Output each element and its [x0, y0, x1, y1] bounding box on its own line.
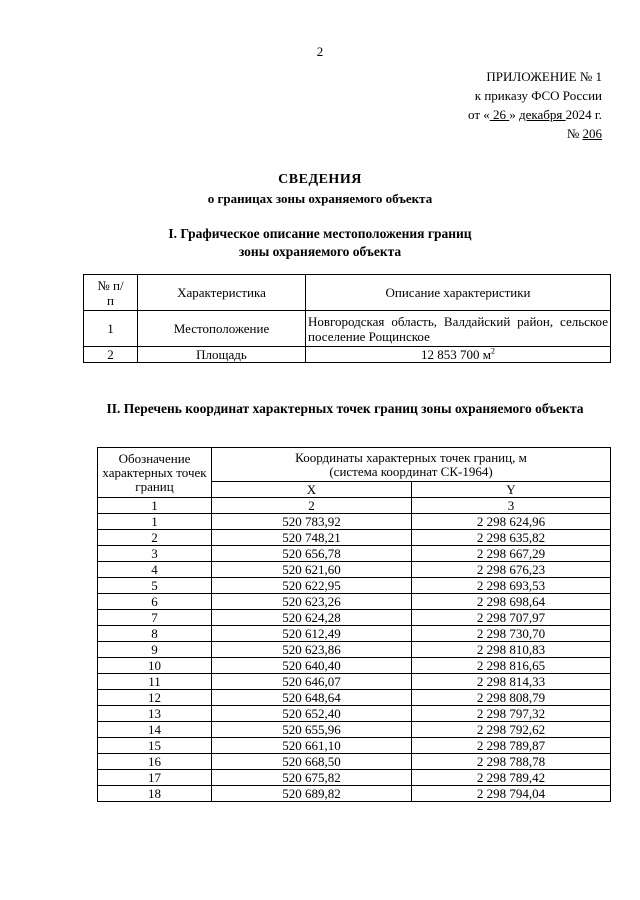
coord-y: 2 298 797,32	[412, 706, 611, 722]
characteristics-table	[83, 274, 611, 363]
coord-x: 520 656,78	[212, 546, 412, 562]
section1-heading-line1: I. Графическое описание местоположения границ	[168, 226, 472, 241]
point-id: 18	[98, 786, 212, 802]
coords-body	[98, 514, 611, 802]
point-id: 5	[98, 578, 212, 594]
table-header-row	[84, 275, 611, 311]
table-row	[98, 674, 611, 690]
point-id: 1	[98, 514, 212, 530]
coord-y: 2 298 792,62	[412, 722, 611, 738]
table-row	[98, 594, 611, 610]
row-description: Новгородская область, Валдайский район, сельское поселение Рощинское	[306, 311, 611, 347]
coord-y: 2 298 667,29	[412, 546, 611, 562]
coord-x: 520 652,40	[212, 706, 412, 722]
coord-x: 520 624,28	[212, 610, 412, 626]
section2-heading: II. Перечень координат характерных точек границ зоны охраняемого объекта	[106, 401, 584, 416]
point-id: 8	[98, 626, 212, 642]
table-row	[84, 311, 611, 347]
table-row	[98, 578, 611, 594]
header-y: Y	[412, 482, 611, 498]
point-id: 7	[98, 610, 212, 626]
page-number: 2	[316, 44, 324, 59]
table-row	[98, 626, 611, 642]
header-coordinates: Координаты характерных точек границ, м (система координат СК-1964)	[212, 448, 611, 482]
coord-y: 2 298 794,04	[412, 786, 611, 802]
row-characteristic: Местоположение	[138, 311, 306, 347]
column-number-row	[98, 498, 611, 514]
point-id: 13	[98, 706, 212, 722]
header-description: Описание характеристики	[306, 275, 611, 311]
row-characteristic: Площадь	[138, 347, 306, 363]
order-number: 206	[582, 126, 602, 141]
table-row	[98, 738, 611, 754]
coords-header-row	[98, 448, 611, 482]
area-unit-superscript: 2	[490, 346, 495, 356]
coord-x: 520 646,07	[212, 674, 412, 690]
coord-x: 520 623,26	[212, 594, 412, 610]
coord-y: 2 298 707,97	[412, 610, 611, 626]
coord-y: 2 298 814,33	[412, 674, 611, 690]
coord-y: 2 298 789,87	[412, 738, 611, 754]
table-row	[98, 754, 611, 770]
table-row	[98, 770, 611, 786]
appendix-date	[468, 105, 602, 124]
header-point: Обозначение характерных точек границ	[98, 448, 212, 498]
point-id: 2	[98, 530, 212, 546]
coord-y: 2 298 635,82	[412, 530, 611, 546]
point-id: 12	[98, 690, 212, 706]
coordinates-table	[97, 447, 611, 802]
header-num: № п/п	[84, 275, 138, 311]
point-id: 10	[98, 658, 212, 674]
point-id: 9	[98, 642, 212, 658]
coord-y: 2 298 730,70	[412, 626, 611, 642]
document-title: СВЕДЕНИЯ	[278, 172, 362, 187]
area-value: 12 853 700 м	[421, 347, 491, 362]
table-row	[98, 562, 611, 578]
section1-heading-line2: зоны охраняемого объекта	[238, 244, 402, 259]
row-description	[306, 347, 611, 363]
col-num-1: 1	[98, 498, 212, 514]
table-row	[98, 706, 611, 722]
appendix-order: к приказу ФСО России	[474, 88, 602, 103]
coord-x: 520 612,49	[212, 626, 412, 642]
coord-x: 520 621,60	[212, 562, 412, 578]
point-id: 14	[98, 722, 212, 738]
coord-x: 520 748,21	[212, 530, 412, 546]
row-num: 1	[84, 311, 138, 347]
date-month: декабря	[519, 107, 566, 122]
coord-y: 2 298 676,23	[412, 562, 611, 578]
point-id: 17	[98, 770, 212, 786]
point-id: 3	[98, 546, 212, 562]
table-row	[84, 347, 611, 363]
header-characteristic: Характеристика	[138, 275, 306, 311]
coord-x: 520 675,82	[212, 770, 412, 786]
coord-x: 520 783,92	[212, 514, 412, 530]
coord-y: 2 298 788,78	[412, 754, 611, 770]
coord-y: 2 298 808,79	[412, 690, 611, 706]
coord-x: 520 689,82	[212, 786, 412, 802]
table-row	[98, 514, 611, 530]
row-num: 2	[84, 347, 138, 363]
coord-x: 520 668,50	[212, 754, 412, 770]
coord-x: 520 655,96	[212, 722, 412, 738]
coord-y: 2 298 698,64	[412, 594, 611, 610]
table-row	[98, 658, 611, 674]
table-row	[98, 690, 611, 706]
point-id: 16	[98, 754, 212, 770]
table-row	[98, 642, 611, 658]
appendix-title: ПРИЛОЖЕНИЕ № 1	[486, 69, 602, 84]
date-mid: »	[509, 107, 519, 122]
coord-x: 520 661,10	[212, 738, 412, 754]
coord-x: 520 640,40	[212, 658, 412, 674]
point-id: 4	[98, 562, 212, 578]
table-row	[98, 530, 611, 546]
point-id: 6	[98, 594, 212, 610]
col-num-3: 3	[412, 498, 611, 514]
coord-y: 2 298 810,83	[412, 642, 611, 658]
point-id: 11	[98, 674, 212, 690]
appendix-number	[468, 124, 602, 143]
point-id: 15	[98, 738, 212, 754]
table-row	[98, 610, 611, 626]
coord-y: 2 298 789,42	[412, 770, 611, 786]
number-prefix: №	[566, 126, 583, 141]
coord-y: 2 298 816,65	[412, 658, 611, 674]
date-year: 2024 г.	[565, 107, 602, 122]
coord-y: 2 298 693,53	[412, 578, 611, 594]
coord-x: 520 623,86	[212, 642, 412, 658]
table-row	[98, 786, 611, 802]
col-num-2: 2	[212, 498, 412, 514]
date-prefix: от «	[467, 107, 490, 122]
table-row	[98, 546, 611, 562]
date-day: 26	[489, 107, 510, 122]
coord-x: 520 622,95	[212, 578, 412, 594]
appendix-block	[468, 67, 602, 143]
document-subtitle: о границах зоны охраняемого объекта	[207, 191, 433, 206]
table-row	[98, 722, 611, 738]
coord-y: 2 298 624,96	[412, 514, 611, 530]
coord-x: 520 648,64	[212, 690, 412, 706]
header-x: X	[212, 482, 412, 498]
section1-heading	[0, 225, 640, 261]
